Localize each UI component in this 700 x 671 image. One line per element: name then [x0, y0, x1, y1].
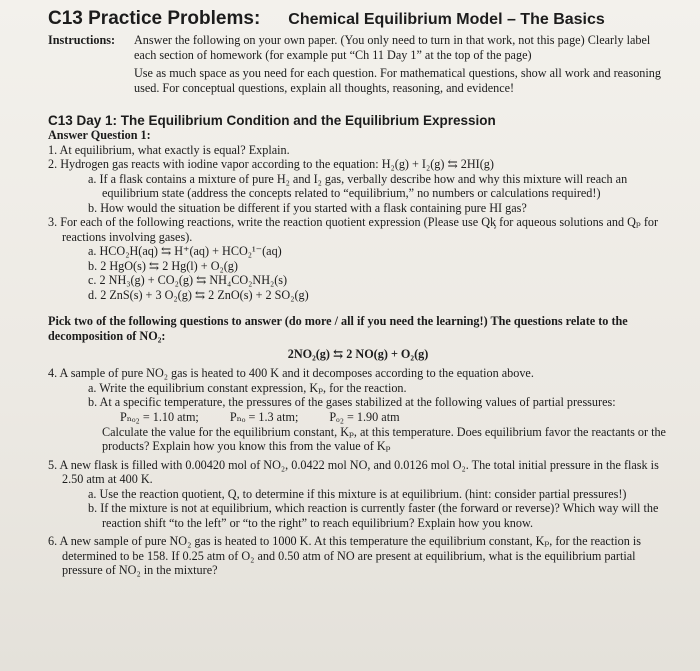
decomposition-equation: 2NO₂(g) ⇆ 2 NO(g) + O₂(g) [287, 347, 429, 361]
question-3: 3. For each of the following reactions, write the reaction quotient expression (Please use Qᶄ for aqueous solutions and Qₚ for reactions involving gases). [48, 215, 659, 244]
day1-heading: C13 Day 1: The Equilibrium Condition and the Equilibrium Expression [48, 113, 496, 128]
question-5b: b. If the mixture is not at equilibrium, which reaction is currently faster (the forward or reverse)? Which way will the reaction shift “to the left” or “to the right” to reach equilibrium? Explain how you know. [88, 501, 659, 530]
question-3a: a. HCO₂H(aq) ⇆ H⁺(aq) + HCO₂¹⁻(aq) [88, 244, 282, 258]
instructions-paragraph-2: Use as much space as you need for each question. For mathematical questions, show all work and reasoning used. For conceptual questions, explain all thoughts, reasoning, and evidence! [134, 66, 661, 95]
question-2: 2. Hydrogen gas reacts with iodine vapor according to the equation: H₂(g) + I₂(g) ⇆ 2HI(g) [48, 157, 494, 171]
question-1: 1. At equilibrium, what exactly is equal? Explain. [48, 142, 290, 157]
question-6: 6. A new sample of pure NO₂ gas is heated to 1000 K. At this temperature the equilibrium constant, Kₚ, for the reaction is determined to be 158. If 0.25 atm of O₂ and 0.50 atm of NO are present at equilibrium, what is the equilibrium partial pressure of NO₂ in the mixture? [48, 534, 641, 577]
question-4b: b. At a specific temperature, the pressures of the gases stabilized at the following values of partial pressures: [88, 395, 616, 409]
question-3c: c. 2 NH₃(g) + CO₂(g) ⇆ NH₄CO₂NH₂(s) [88, 273, 288, 287]
answer-question-label: Answer Question 1: [48, 128, 151, 142]
header [48, 8, 668, 30]
question-5: 5. A new flask is filled with 0.00420 mol of NO₂, 0.0422 mol NO, and 0.0126 mol O₂. The total initial pressure in the flask is 2.50 atm at 400 K. [48, 457, 659, 486]
question-5a: a. Use the reaction quotient, Q, to determine if this mixture is at equilibrium. (hint: consider partial pressures!) [88, 486, 627, 501]
instructions [48, 33, 668, 99]
pressure-o2: Pₒ₂ = 1.90 atm [329, 409, 400, 424]
instructions-body [134, 33, 668, 99]
pressure-no2: Pₙₒ₂ = 1.10 atm; [120, 409, 199, 424]
instructions-paragraph-1: Answer the following on your own paper. (You only need to turn in that work, not this page) Clearly label each section of homework (for example put “Ch 11 Day 1” at the top of the page) [134, 33, 651, 62]
question-3d: d. 2 ZnS(s) + 3 O₂(g) ⇆ 2 ZnO(s) + 2 SO₂(g) [88, 287, 309, 302]
question-4: 4. A sample of pure NO₂ gas is heated to 400 K and it decomposes according to the equation above. [48, 366, 534, 380]
instructions-label: Instructions: [48, 33, 116, 47]
pick-instructions: Pick two of the following questions to answer (do more / all if you need the learning!) The questions relate to the decomposition of NO₂: [48, 314, 628, 343]
question-4-calc: Calculate the value for the equilibrium constant, Kₚ, at this temperature. Does equilibrium favor the reactants or the products? Explain how you know this from the value of Kₚ [102, 424, 666, 453]
question-4a: a. Write the equilibrium constant expression, Kₚ, for the reaction. [88, 380, 407, 395]
question-3b: b. 2 HgO(s) ⇆ 2 Hg(l) + O₂(g) [88, 258, 238, 273]
pressure-no: Pₙₒ = 1.3 atm; [229, 409, 299, 424]
page-subtitle: Chemical Equilibrium Model – The Basics [288, 11, 605, 28]
page-title: C13 Practice Problems: [48, 8, 261, 29]
question-2b: b. How would the situation be different if you started with a flask containing pure HI gas? [88, 200, 527, 215]
partial-pressures [48, 410, 668, 425]
question-2a: a. If a flask contains a mixture of pure H₂ and I₂ gas, verbally describe how and why this mixture will reach an equilibrium state (address the concepts related to “equilibrium,” no numbers or calculations required!) [88, 171, 628, 200]
